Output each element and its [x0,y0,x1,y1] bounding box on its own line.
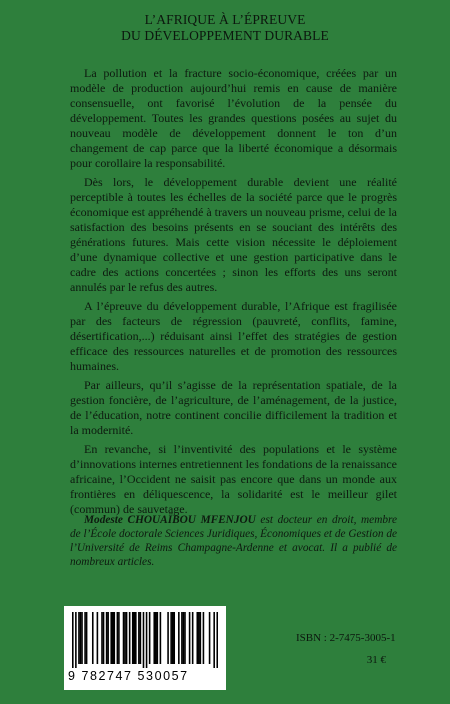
author-bio [70,513,397,569]
barcode-bar [198,612,200,664]
barcode-bar [138,612,140,664]
blurb-paragraph: Dès lors, le développement durable devient une réalité perceptible à toutes les échelles de la société parce que le progrès économique est appréhendé à travers un nouveau prisme, celui de la satisfaction des besoins présents en se souciant des intérêts des générations futures. Mais cette vision nécessite le déploiement d’une dynamique collective et une gestion participative dans le cadre des actions concertées ; sinon les efforts des uns seront annulés par le refus des autres. [70,175,397,294]
barcode-bar [184,612,186,664]
barcode-bar [107,612,109,664]
barcode-bar [72,612,74,668]
barcode-bar [213,612,215,668]
barcode-bar [97,612,99,664]
blurb-paragraph: Par ailleurs, qu’il s’agisse de la représentation spatiale, de la gestion foncière, de l’agriculture, de l’aménagement, de la justice, de l’éducation, notre continent concilie difficilement la tradition et la modernité. [70,378,397,437]
barcode-bar [183,612,185,664]
barcode-bar [118,612,120,664]
barcode-bar [143,612,145,668]
barcode-bar [173,612,175,664]
blurb-paragraph: A l’épreuve du développement durable, l’Afrique est fragilisée par des facteurs de régression (pauvreté, conflits, famine, désertification,...) réduisant ainsi l’effet des stratégies de gestion efficace des ressources naturelles et de promotion des ressources humaines. [70,299,397,373]
barcode-bar [178,612,180,664]
barcode-bar [189,612,191,664]
blurb-paragraph: En revanche, si l’inventivité des populations et le système d’innovations internes entretiennent les fondations de la renaissance africaine, l’Occident ne saisit pas encore que dans un monde aux frontières en déliquescence, la solidarité est le meilleur gilet (commun) de sauvetage. [70,442,397,516]
barcode-bar [196,612,198,664]
blurb-paragraph: La pollution et la fracture socio-économique, créées par un modèle de production aujourd’hui remis en cause de manière consensuelle, ont favorisé l’évolution de la pensée du développement. Toutes les grandes questions posées au sujet du nouveau modèle de développement donnent le ton d’un changement de cap parce que la liberté économique a désormais pour corollaire la responsabilité. [70,66,397,170]
barcode-bar [117,612,119,664]
barcode-bar [157,612,159,664]
barcode-bar [92,612,94,664]
barcode-bar [84,612,86,664]
barcode-bar [86,612,88,664]
barcode-bar [153,612,155,664]
barcode-bar [216,612,218,668]
barcode-bar [110,612,112,664]
barcode-bar [124,612,126,664]
barcode-bar [75,612,77,668]
isbn: ISBN : 2-7475-3005-1 [296,632,396,644]
barcode-bar [192,612,194,664]
blurb [70,66,397,517]
barcode [64,606,226,690]
barcode-bar [80,612,82,664]
barcode-bar [78,612,80,664]
barcode-bar [203,612,205,664]
barcode-bar [160,612,162,664]
price: 31 € [366,654,386,666]
barcode-bar [133,612,135,664]
barcode-bar [81,612,83,664]
barcode-bar [167,612,169,664]
barcode-bars [72,612,218,668]
barcode-bar [112,612,114,664]
barcode-bar [126,612,128,664]
barcode-bar [140,612,142,664]
barcode-bar [172,612,174,664]
barcode-bar [103,612,105,664]
book-title [0,12,450,44]
barcode-bar [132,612,134,664]
barcode-bar [123,612,125,664]
barcode-bar [106,612,108,664]
barcode-bar [135,612,137,664]
author-bio-text: est docteur en droit, membre de l’École doctorale Sciences Juridiques, Économiques et de Gestion de l’Université de Reims Champagne-Ardenne et avocat. Il a publié de nombreux articles. [70,514,397,568]
barcode-bar [155,612,157,664]
barcode-number: 9 782747 530057 [68,669,189,683]
barcode-bar [129,612,131,664]
barcode-bar [146,612,148,668]
author-name: Modeste CHOUAÏBOU MFENJOU [84,514,256,526]
title-line-1: L’AFRIQUE À L’ÉPREUVE [144,12,306,27]
barcode-bar [149,612,151,664]
barcode-bar [170,612,172,664]
title-line-2: DU DÉVELOPPEMENT DURABLE [121,28,329,43]
barcode-bar [181,612,183,664]
barcode-bar [101,612,103,664]
barcode-bar [209,612,211,664]
barcode-bar [113,612,115,664]
barcode-bar [200,612,202,664]
